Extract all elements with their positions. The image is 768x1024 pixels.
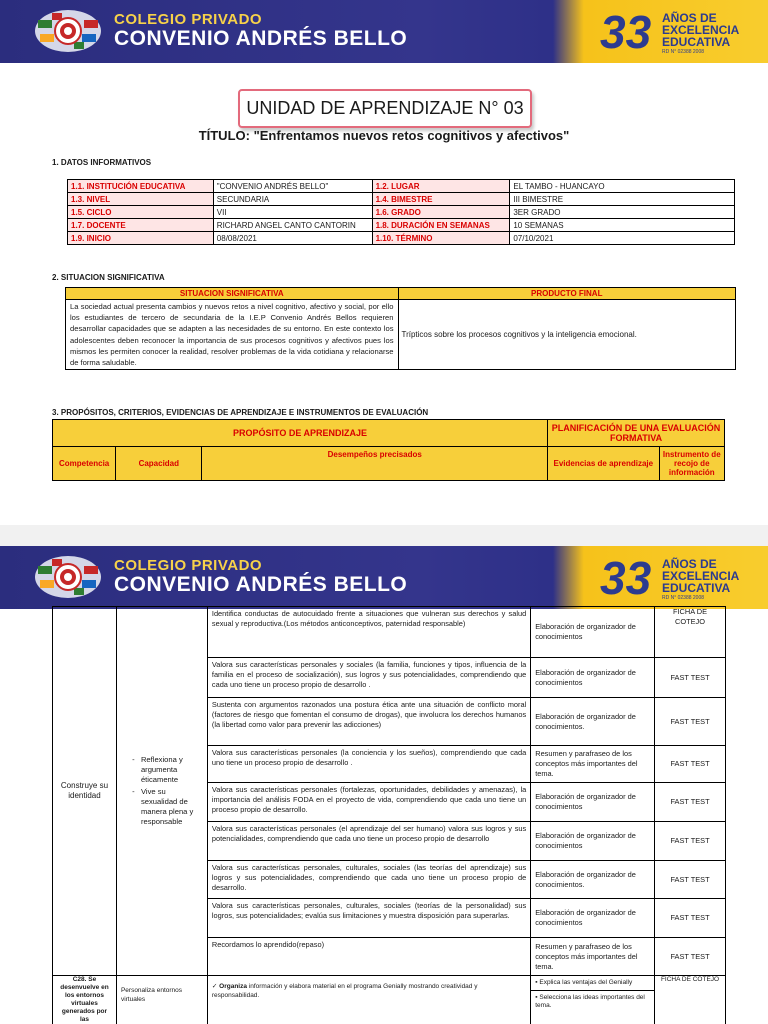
anniversary-rd: RD N° 02388 2008 [662, 595, 705, 601]
capacidad-cell [116, 607, 207, 976]
section-heading: 3. PROPÓSITOS, CRITERIOS, EVIDENCIAS DE APRENDIZAJE E INSTRUMENTOS DE EVALUACIÓN [52, 408, 429, 417]
datos-label: 1.6. GRADO [372, 206, 510, 219]
header-band [0, 546, 768, 609]
instrumento-cell: FAST TEST [655, 658, 726, 698]
proposito-header: PROPÓSITO DE APRENDIZAJE [53, 420, 548, 447]
anniversary-logo [600, 552, 760, 604]
datos-informativos-table [67, 179, 735, 245]
bullet-icon: ▪ [535, 979, 540, 986]
evidencia-text: Explica las ventajas del Genially [539, 979, 633, 986]
school-name [114, 558, 407, 595]
instrumento-cell: FAST TEST [655, 938, 726, 976]
datos-label: 1.1. INSTITUCIÓN EDUCATIVA [68, 180, 214, 193]
datos-label: 1.5. CICLO [68, 206, 214, 219]
anniversary-logo [600, 6, 760, 58]
anniversary-number: 33 [600, 6, 652, 58]
instrumento-cell: FAST TEST [655, 822, 726, 861]
datos-row [68, 193, 735, 206]
anniversary-text-line: EDUCATIVA [662, 581, 731, 595]
school-name-line2: CONVENIO ANDRÉS BELLO [114, 573, 408, 596]
datos-value: "CONVENIO ANDRÉS BELLO" [213, 180, 372, 193]
anniversary-text-line: AÑOS DE [662, 557, 717, 571]
section-heading: 2. SITUACION SIGNIFICATIVA [52, 273, 165, 282]
evidencia-cell: Resumen y parafraseo de los conceptos más importantes del tema. [531, 938, 655, 976]
page-gap [0, 525, 768, 546]
evidencia-item [531, 976, 654, 991]
producto-header: PRODUCTO FINAL [398, 288, 736, 300]
datos-label: 1.9. INICIO [68, 232, 214, 245]
datos-value: 3ER GRADO [510, 206, 735, 219]
anniversary-number: 33 [600, 552, 652, 604]
datos-row [68, 180, 735, 193]
evidencia-cell [531, 976, 655, 1024]
school-name-line1: COLEGIO PRIVADO [114, 557, 263, 574]
anniversary-text [662, 12, 739, 48]
anniversary-text-line: EDUCATIVA [662, 35, 731, 49]
unit-title: UNIDAD DE APRENDIZAJE N° 03 [238, 89, 532, 128]
anniversary-rd: RD N° 02388 2008 [662, 49, 705, 55]
desempeno-cell: Identifica conductas de autocuidado frente a situaciones que vulneran sus derechos y salud sexual y reproductiva.(Los métodos anticonceptivos, paternidad responsable) [207, 607, 530, 658]
situacion-header: SITUACION SIGNIFICATIVA [66, 288, 399, 300]
desempeno-text: información y elabora material en el programa Genially mostrando creatividad y responsabilidad. [211, 983, 478, 999]
desempeno-cell: Sustenta con argumentos razonados una postura ética ante una situación de conflicto moral (factores de riesgo que fomentan el consumo de drogas), que involucra los derechos humanos (la libertad como valor para prevenir las adicciones) [207, 698, 530, 746]
evidencia-cell: Elaboración de organizador de conocimientos [531, 899, 655, 938]
anniversary-text [662, 558, 739, 594]
instrumento-cell: FAST TEST [655, 746, 726, 783]
instrumento-header: Instrumento de recojo de información [659, 447, 725, 481]
datos-value: 08/08/2021 [213, 232, 372, 245]
datos-row [68, 232, 735, 245]
evidencias-header: Evidencias de aprendizaje [548, 447, 659, 481]
document-page-2 [0, 546, 768, 1024]
instrumento-cell: FICHA DE COTEJO [655, 976, 726, 1024]
datos-value: 10 SEMANAS [510, 219, 735, 232]
producto-text: Trípticos sobre los procesos cognitivos y la inteligencia emocional. [398, 300, 736, 370]
section-heading: 1. DATOS INFORMATIVOS [52, 158, 152, 167]
header-band [0, 0, 768, 63]
capacidad-cell: Personaliza entornos virtuales [116, 976, 207, 1024]
instrumento-cell: FAST TEST [655, 861, 726, 899]
unit-subtitle: TÍTULO: "Enfrentamos nuevos retos cognitivos y afectivos" [198, 128, 570, 143]
datos-label: 1.2. LUGAR [372, 180, 510, 193]
capacidad-list [121, 755, 203, 827]
datos-row [68, 206, 735, 219]
datos-label: 1.10. TÉRMINO [372, 232, 510, 245]
evidencia-cell: Elaboración de organizador de conocimientos [531, 783, 655, 822]
situacion-table [65, 287, 736, 370]
anniversary-text-line: EXCELENCIA [662, 569, 740, 583]
desempeno-cell: Valora sus características personales (el aprendizaje del ser humano) valora sus logros y sus potencialidades, comprendiendo que cada uno tiene un proceso propio de desarrollo [207, 822, 530, 861]
datos-value: RICHARD ANGEL CANTO CANTORIN [213, 219, 372, 232]
school-name [114, 12, 407, 49]
school-name-line2: CONVENIO ANDRÉS BELLO [114, 27, 408, 50]
evidencia-text: Selecciona las ideas importantes del tema. [535, 994, 645, 1009]
evidencia-cell: Elaboración de organizador de conocimientos [531, 658, 655, 698]
anniversary-text-line: AÑOS DE [662, 11, 717, 25]
datos-value: EL TAMBO - HUANCAYO [510, 180, 735, 193]
school-name-line1: COLEGIO PRIVADO [114, 11, 263, 28]
desempenos-header: Desempeños precisados [202, 447, 548, 481]
evidencia-cell: Elaboración de organizador de conocimientos. [531, 698, 655, 746]
competencia-cell: C28. Se desenvuelve en los entornos virtuales generados por las [53, 976, 117, 1024]
evidencia-cell: Resumen y parafraseo de los conceptos más importantes del tema. [531, 746, 655, 783]
datos-label: 1.4. BIMESTRE [372, 193, 510, 206]
datos-value: VII [213, 206, 372, 219]
datos-label: 1.3. NIVEL [68, 193, 214, 206]
capacidad-item: - Vive su sexualidad de manera plena y responsable [141, 787, 203, 827]
situacion-text: La sociedad actual presenta cambios y nuevos retos a nivel cognitivo, afectivo y social, por ello los estudiantes de tercero de secundaria de la I.E.P Convenio Andrés Bellos requieren desarrollar capacidades que se adapten a las necesidades de su entorno. En este contexto los adolescentes deben reconocer la importancia de sus procesos cognitivos y afectivos pues los mismos les permiten conocer la realidad, resolver problemas de la vida cotidiana y relacionarse de forma saludable. [66, 300, 399, 370]
competencia-header: Competencia [53, 447, 116, 481]
desempeno-cell: Valora sus características personales (la conciencia y los sueños), comprendiendo que cada uno tiene un proceso propio de desarrollo . [207, 746, 530, 783]
evidencia-item [531, 991, 654, 1013]
datos-value: III BIMESTRE [510, 193, 735, 206]
desempenos-table [52, 606, 726, 1024]
datos-label: 1.7. DOCENTE [68, 219, 214, 232]
desempeno-verb: Organiza [219, 983, 247, 990]
desempeno-cell: Valora sus características personales, culturales, sociales (las teorías del aprendizaje) sus logros y sus potencialidades, comprendiendo que cada uno tiene un proceso propio de desarrollo. [207, 861, 530, 899]
desempeno-cell: Valora sus características personales (fortalezas, oportunidades, debilidades y amenazas), la importancia del análisis FODA en el proyecto de vida, comprendiendo que cada uno tiene un proceso propio de desarrollo. [207, 783, 530, 822]
datos-value: SECUNDARIA [213, 193, 372, 206]
check-icon: ✓ [211, 983, 220, 990]
desempeno-row [53, 607, 726, 658]
competencia-cell: Construye su identidad [53, 607, 117, 976]
anniversary-text-line: EXCELENCIA [662, 23, 740, 37]
datos-row [68, 219, 735, 232]
desempeno-cell: Valora sus características personales, culturales, sociales (teorías de la personalidad) sus logros, sus potencialidades; evalúa sus limitaciones y muestra disposición para superarlas. [207, 899, 530, 938]
evidencia-cell: Elaboración de organizador de conocimientos [531, 607, 655, 658]
bullet-icon: ▪ [535, 994, 540, 1001]
desempeno-row [53, 976, 726, 1024]
school-emblem-icon [34, 554, 102, 600]
capacidad-item: - Reflexiona y argumenta éticamente [141, 755, 203, 785]
evidencia-cell: Elaboración de organizador de conocimientos. [531, 861, 655, 899]
instrumento-cell: FAST TEST [655, 899, 726, 938]
instrumento-cell: FICHA DE COTEJO [655, 607, 726, 658]
instrumento-cell: FAST TEST [655, 698, 726, 746]
desempeno-cell: Valora sus características personales y sociales (la familia, funciones y tipos, influencia de la familia en el proceso de socialización), sus logros y sus potencialidades, comprendiendo que cada uno tiene un proceso propio de desarrollo . [207, 658, 530, 698]
desempeno-cell: Recordamos lo aprendido(repaso) [207, 938, 530, 976]
school-emblem-icon [34, 8, 102, 54]
datos-value: 07/10/2021 [510, 232, 735, 245]
desempeno-cell [207, 976, 530, 1024]
datos-label: 1.8. DURACIÓN EN SEMANAS [372, 219, 510, 232]
capacidad-header: Capacidad [116, 447, 202, 481]
instrumento-cell: FAST TEST [655, 783, 726, 822]
planificacion-header: PLANIFICACIÓN DE UNA EVALUACIÓN FORMATIVA [548, 420, 725, 447]
evidencia-cell: Elaboración de organizador de conocimientos [531, 822, 655, 861]
proposito-table [52, 419, 725, 481]
